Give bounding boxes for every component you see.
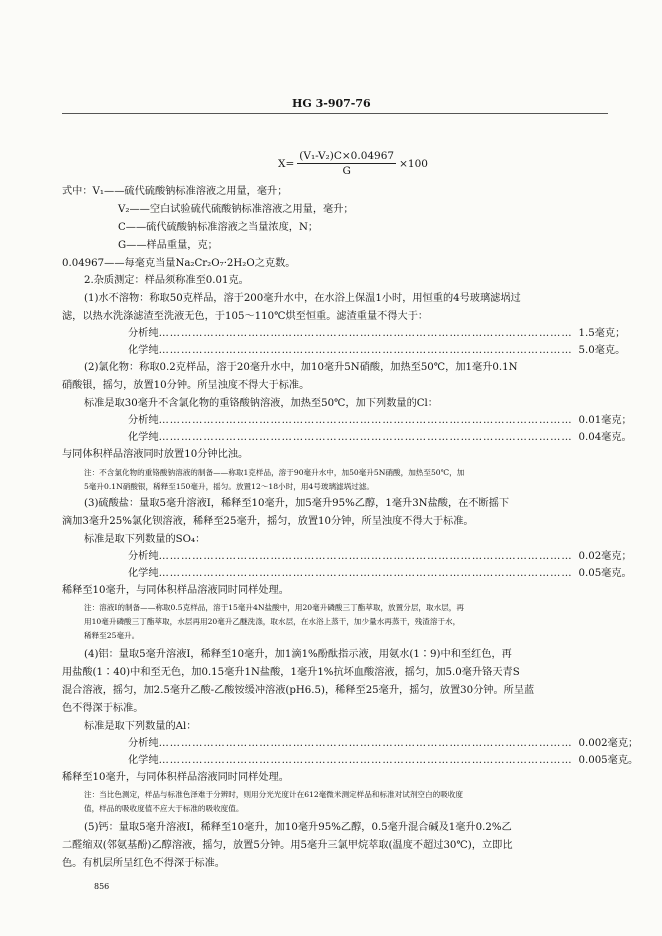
sulfate-text: (3)硫酸盐：量取5毫升溶液Ⅰ，稀释至10毫升，加5毫升95%乙醇，1毫升3N盐酸，在不断摇下	[84, 498, 510, 509]
formula-lhs: X=	[278, 157, 295, 170]
aluminum-text: 用盐酸(1∶40)中和至无色，加0.15毫升1N盐酸，1毫升1%抗坏血酸溶液，摇匀，加5.0毫升铬天青S	[62, 667, 520, 678]
sulfate-text: 标准是取下列数量的SO₄：	[84, 534, 206, 545]
limit-row	[128, 344, 626, 357]
water-text: (1)水不溶物：称取50克样品，溶于200毫升水中，在水浴上保温1小时，用恒重的4号玻璃滤埚过	[84, 293, 521, 304]
limit-label: 分析纯	[128, 738, 159, 749]
note-text: 注：当比色测定，样品与标准色泽难于分辨时，则用分光光度计在612毫微米测定样品和标准对试剂空白的吸收度	[84, 790, 463, 799]
limit-value: 0.002毫克；	[578, 738, 639, 749]
def-constant: 0.04967——每毫克当量Na₂Cr₂O₇·2H₂O之克数。	[62, 258, 296, 269]
limit-label: 化学纯	[128, 568, 159, 579]
limit-label: 分析纯	[128, 415, 159, 426]
note-text: 注：溶液Ⅰ的制备——称取0.5克样品，溶于15毫升4N盐酸中，用20毫升磷酸三丁酯萃取，放置分层，取水层，再	[84, 603, 464, 612]
aluminum-text: 色不得深于标准。	[62, 703, 144, 714]
limit-row	[128, 754, 639, 767]
aluminum-text: 标准是取下列数量的Al：	[84, 721, 197, 732]
limit-label: 分析纯	[128, 551, 159, 562]
formula-numerator: (V₁-V₂)C×0.04967	[299, 150, 395, 162]
note-text: 稀释至25毫升。	[84, 631, 140, 640]
page-number: 856	[94, 882, 110, 891]
limit-value: 0.04毫克。	[578, 432, 632, 443]
def-v1: 式中：V₁——硫代硫酸钠标准溶液之用量，毫升；	[62, 186, 288, 197]
calcium-text: 色。有机层所呈红色不得深于标准。	[62, 858, 225, 869]
limit-row	[128, 431, 632, 444]
water-text: 滤，以热水洗涤滤渣至洗液无色，于105～110℃烘至恒重。滤渣重量不得大于：	[62, 311, 429, 322]
note-text: 5毫升0.1N硝酸银，稀释至150毫升，摇匀。放置12～18小时，用4号玻璃滤埚过滤。	[84, 482, 375, 491]
chloride-text: 硝酸银，摇匀，放置10分钟。所呈浊度不得大于标准。	[62, 380, 310, 391]
limit-row	[128, 567, 632, 580]
calcium-text: 二醛缩双(邻氨基酚)乙醇溶液，摇匀，放置5分钟。用5毫升三氯甲烷萃取(温度不超过30℃)，立即比	[62, 840, 513, 851]
leader-dots: …………………………………………………………………………………………………	[158, 738, 573, 749]
def-g: G——样品重量，克；	[118, 240, 218, 251]
note-text: 值，样品的吸收度值不应大于标准的吸收度值。	[84, 804, 244, 813]
leader-dots: …………………………………………………………………………………………………	[158, 432, 573, 443]
limit-value: 0.05毫克。	[578, 568, 632, 579]
limit-label: 分析纯	[128, 328, 159, 339]
limit-value: 0.02毫克；	[578, 551, 632, 562]
leader-dots: …………………………………………………………………………………………………	[158, 328, 573, 339]
leader-dots: …………………………………………………………………………………………………	[158, 551, 573, 562]
limit-row	[128, 737, 639, 750]
limit-value: 0.005毫克。	[578, 755, 639, 766]
def-v2: V₂——空白试验硫代硫酸钠标准溶液之用量，毫升；	[118, 204, 354, 215]
aluminum-text: (4)铝：量取5毫升溶液Ⅰ，稀释至10毫升，加1滴1%酚酞指示液，用氨水(1∶9)中和至红色，再	[84, 649, 512, 660]
limit-value: 0.01毫克；	[578, 415, 632, 426]
calcium-text: (5)钙：量取5毫升溶液Ⅰ，稀释至10毫升，加10毫升95%乙醇，0.5毫升混合碱及1毫升0.2%乙	[84, 822, 512, 833]
formula-denominator: G	[342, 165, 351, 177]
formula	[278, 150, 428, 177]
limit-label: 化学纯	[128, 755, 159, 766]
note-text: 注：不含氯化物的重铬酸钠溶液的制备——称取1克样品，溶于90毫升水中，加50毫升5N硝酸，加热至50℃，加	[84, 468, 465, 477]
note-text: 用10毫升磷酸三丁酯萃取，水层再用20毫升乙醚洗涤，取水层，在水浴上蒸干，加少量水再蒸干，残渣溶于水，	[84, 617, 461, 626]
header-rule	[62, 113, 608, 114]
formula-fraction	[297, 150, 396, 177]
limit-value: 1.5毫克；	[578, 328, 626, 339]
limit-row	[128, 550, 632, 563]
formula-suffix: ×100	[399, 157, 428, 170]
sulfate-after: 稀释至10毫升，与同体积样品溶液同时同样处理。	[62, 585, 289, 596]
leader-dots: …………………………………………………………………………………………………	[158, 755, 573, 766]
sulfate-text: 滴加3毫升25%氯化钡溶液，稀释至25毫升，摇匀，放置10分钟，所呈浊度不得大于标准。	[62, 516, 474, 527]
limit-label: 化学纯	[128, 345, 159, 356]
chloride-text: 标准是取30毫升不含氯化物的重铬酸钠溶液，加热至50℃，加下列数量的Cl：	[84, 398, 438, 409]
section-impurity: 2.杂质测定：样品须称准至0.01克。	[84, 275, 249, 286]
leader-dots: …………………………………………………………………………………………………	[158, 415, 573, 426]
leader-dots: …………………………………………………………………………………………………	[158, 345, 573, 356]
limit-row	[128, 327, 626, 340]
def-c: C——硫代硫酸钠标准溶液之当量浓度，N；	[118, 222, 319, 233]
limit-value: 5.0毫克。	[578, 345, 626, 356]
limit-label: 化学纯	[128, 432, 159, 443]
chloride-after: 与同体积样品溶液同时放置10分钟比浊。	[62, 449, 249, 460]
chloride-text: (2)氯化物：称取0.2克样品，溶于20毫升水中，加10毫升5N硝酸，加热至50℃，加1毫升0.1N	[84, 362, 518, 373]
leader-dots: …………………………………………………………………………………………………	[158, 568, 573, 579]
limit-row	[128, 414, 632, 427]
aluminum-after: 稀释至10毫升，与同体积样品溶液同时同样处理。	[62, 772, 289, 783]
aluminum-text: 混合溶液，摇匀，加2.5毫升乙酸-乙酸铵缓冲溶液(pH6.5)，稀释至25毫升，摇匀，放置30分钟。所呈蓝	[62, 685, 535, 696]
standard-header: HG 3-907-76	[292, 97, 371, 110]
